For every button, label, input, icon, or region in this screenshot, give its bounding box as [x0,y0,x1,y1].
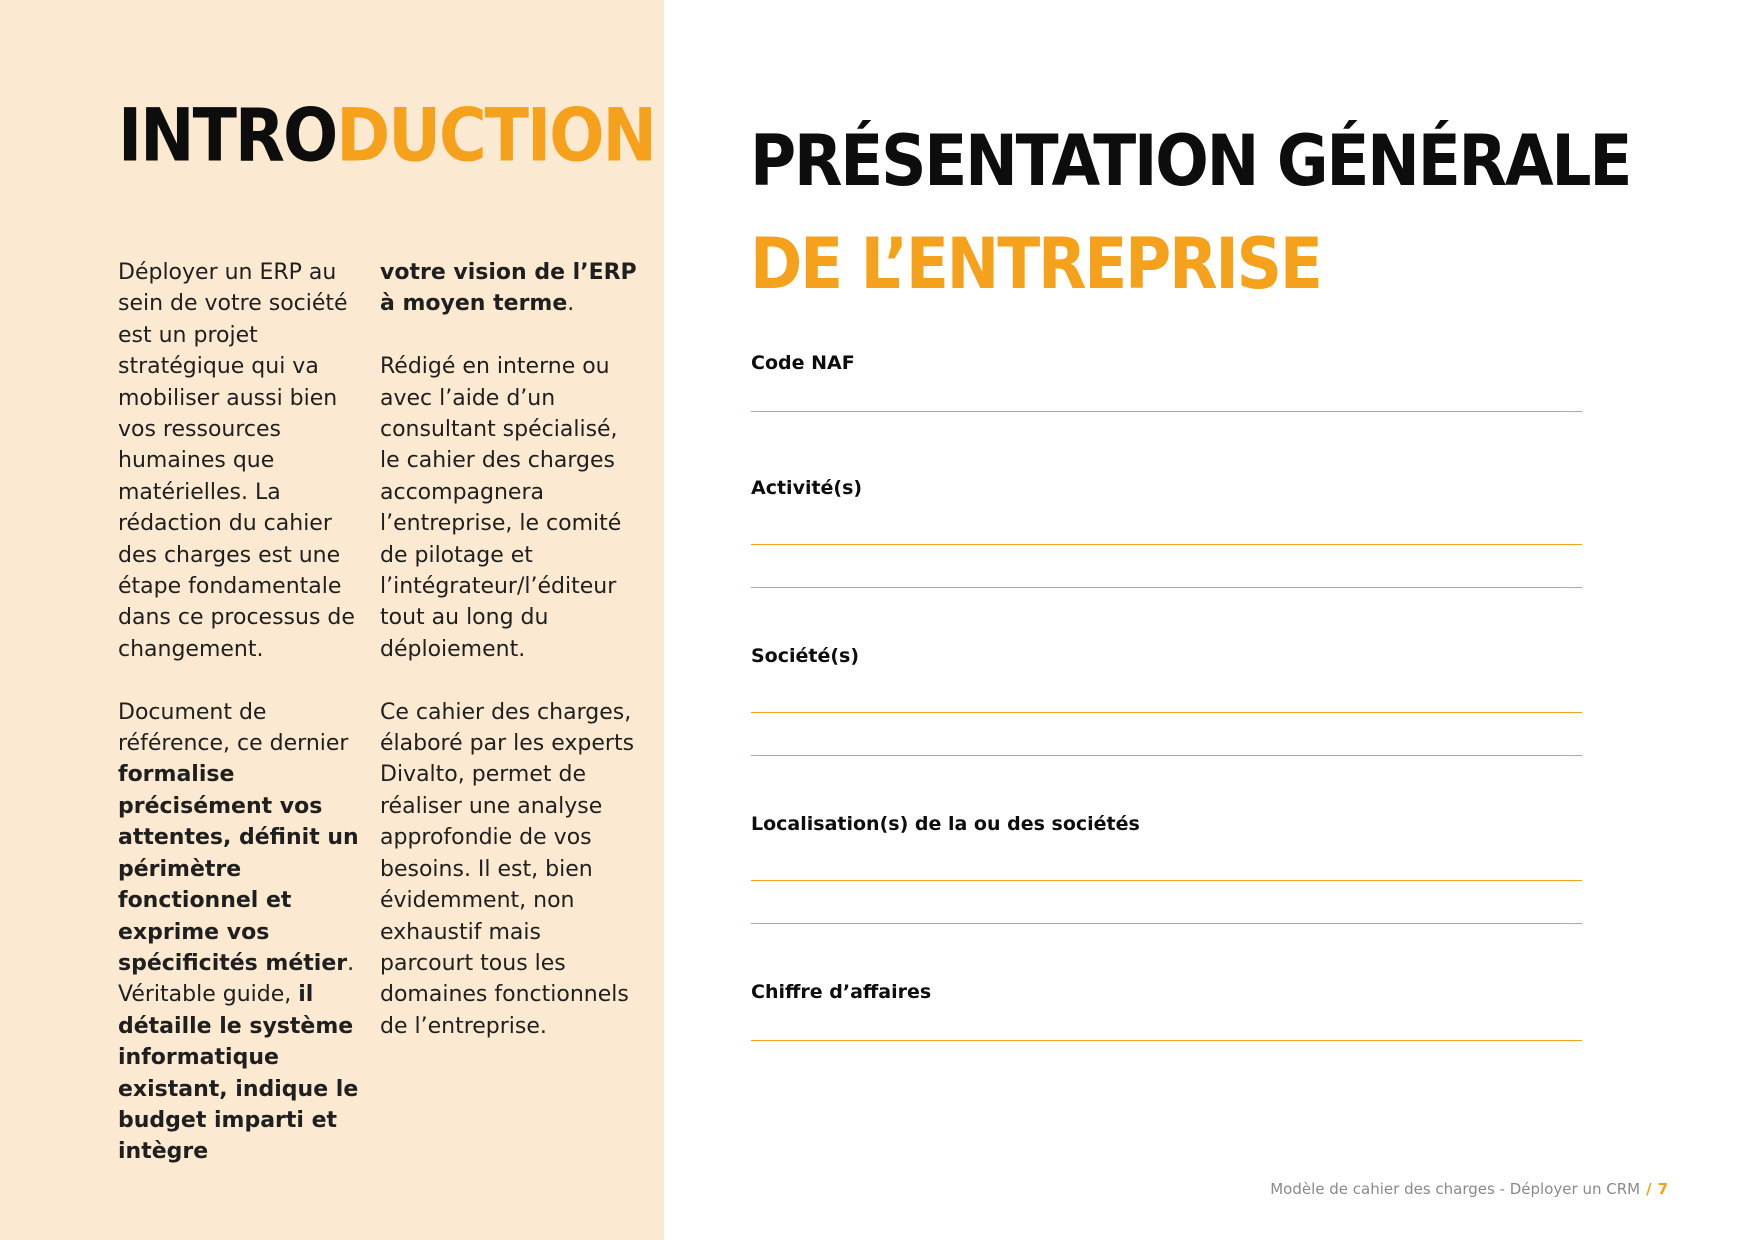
intro-paragraph-2 [118,697,363,1168]
footer-separator: / [1646,1180,1652,1198]
intro-text: . Véritable guide, [118,950,355,1008]
introduction-panel [0,0,664,1240]
field-label-societes: Société(s) [751,645,860,667]
intro-bold-text: formalise précisément vos attentes, définit un périmètre fonctionnel et exprime vos spécificités métier [118,762,359,976]
field-line-societes-1[interactable] [751,712,1582,713]
field-line-societes-2[interactable] [751,755,1582,756]
presentation-title-line2: DE L’ENTREPRISE [750,223,1321,305]
field-line-activites-2[interactable] [751,587,1582,588]
field-label-localisation: Localisation(s) de la ou des sociétés [751,813,1140,835]
presentation-title-line1: PRÉSENTATION GÉNÉRALE [750,120,1631,202]
field-line-localisation-2[interactable] [751,923,1582,924]
intro-text: . [567,291,575,317]
presentation-title [750,110,1630,316]
intro-paragraph-1: Déployer un ERP au sein de votre société est un projet stratégique qui va mobiliser aussi bien vos ressources humaines que matérielles. La rédaction du cahier des charges est une étape fondamentale dans ce processus de changement. [118,260,355,662]
introduction-column-1 [118,257,363,1199]
field-line-localisation-1[interactable] [751,880,1582,881]
intro-text: Document de référence, ce dernier [118,699,349,757]
page-footer [1270,1180,1668,1198]
intro-paragraph-4: Rédigé en interne ou avec l’aide d’un consultant spécialisé, le cahier des charges accompagnera l’entreprise, le comité de pilotage et l’intégrateur/l’éditeur tout au long du déploiement. [380,354,622,662]
introduction-title [118,94,655,179]
introduction-title-part1: INTRO [118,94,337,179]
introduction-title-part2: DUCTION [336,94,655,179]
intro-bold-text: votre vision de l’ERP à moyen terme [380,260,637,317]
page-number: 7 [1657,1180,1668,1198]
field-label-activites: Activité(s) [751,477,863,499]
intro-paragraph-5: Ce cahier des charges, élaboré par les experts Divalto, permet de réaliser une analyse approfondie de vos besoins. Il est, bien évidemment, non exhaustif mais parcourt tous les domaines fonctionnels de l’entreprise. [380,699,635,1039]
intro-paragraph-3 [380,257,640,320]
field-line-code-naf[interactable] [751,411,1582,412]
introduction-column-2 [380,257,640,1074]
field-label-chiffre-affaires: Chiffre d’affaires [751,981,932,1003]
footer-text: Modèle de cahier des charges - Déployer un CRM [1270,1180,1641,1198]
field-line-activites-1[interactable] [751,544,1582,545]
intro-bold-text: il détaille le système informatique existant, indique le budget imparti et intègre [118,982,359,1165]
field-line-chiffre-affaires[interactable] [751,1040,1582,1041]
field-label-code-naf: Code NAF [751,352,855,374]
